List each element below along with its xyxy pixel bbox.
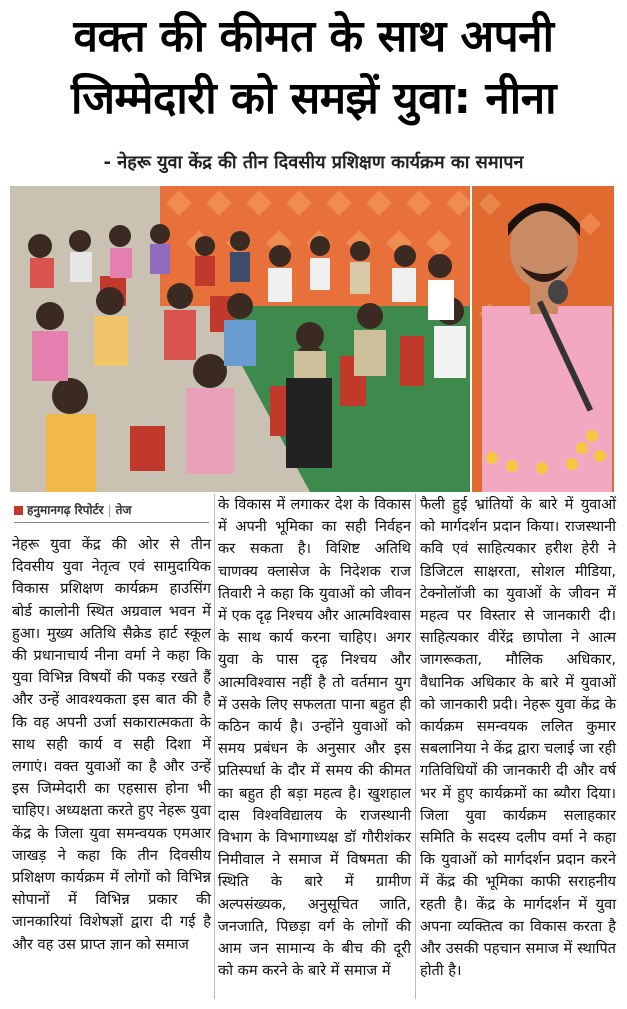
byline xyxy=(14,502,209,518)
headline-line-2: जिम्मेदारी को समझें युवा: नीना xyxy=(70,73,557,124)
bullet-icon xyxy=(14,506,23,515)
byline-separator: | xyxy=(107,503,112,517)
subheadline: - नेहरू युवा केंद्र की तीन दिवसीय प्रशिक्षण कार्यक्रम का समापन xyxy=(103,152,524,173)
byline-location: हनुमानगढ़ रिपोर्टर xyxy=(27,503,104,517)
headline xyxy=(8,6,619,130)
byline-divider xyxy=(14,522,209,523)
byline-source: तेज xyxy=(115,503,132,517)
article-column-3: फैली हुई भ्रांतियों के बारे में युवाओं को मार्गदर्शन प्रदान किया। राजस्थानी कवि एवं साहित्यकार हरीश हेरी ने डिजिटल साक्षरता, सोशल मीडिया, टेक्नोलॉजी का युवाओं के जीवन में महत्व पर विस्तार से जानकारी दी। साहित्यकार वीरेंद्र छापोला ने आत्म जागरूकता, मौलिक अधिकार, वैधानिक अधिकार के बारे में युवाओं को जानकारी प्रदी। नेहरू युवा केंद्र के कार्यक्रम समन्वयक ललित कुमार सबलानिया ने केंद्र द्वारा चलाई जा रही गतिविधियों की जानकारी दी और वर्ष भर में हुए कार्यक्रमों का ब्यौरा दिया। जिला युवा कार्यक्रम सलाहकार समिति के सदस्य दलीप वर्मा ने कहा कि युवाओं को मार्गदर्शन प्रदान करने में केंद्र की भूमिका काफी सराहनीय रहती है। केंद्र के मार्गदर्शन में युवा अपना व्यक्तित्व का विकास करता है और उसकी पहचान समाज में स्थापित होती है। xyxy=(420,496,616,980)
audience-photo xyxy=(10,186,470,492)
article-column-2: के विकास में लगाकर देश के विकास में अपनी भूमिका का सही निर्वहन कर सकता है। विशिष्ट अतिथि चाणक्य क्लासेज के निदेशक राज तिवारी ने कहा कि युवाओं को जीवन में एक दृढ़ निश्चय और आत्मविश्वास के साथ कार्य करना चाहिए। अगर युवा के पास दृढ़ निश्चय और आत्मविश्वास नहीं है तो वर्तमान युग में उसके लिए सफलता पाना बहुत ही कठिन कार्य है। उन्होंने युवाओं को समय प्रबंधन के अनुसार और इस प्रतिस्पर्धा के दौर में समय की कीमत का बहुत ही बड़ा महत्व है। खुशहाल दास विश्वविद्यालय के राजस्थानी विभाग के विभागाध्यक्ष डॉ गौरीशंकर निमीवाल ने समाज में विषमता की स्थिति के बारे में ग्रामीण अल्पसंख्यक, अनुसूचित जाति, जनजाति, पिछड़ा वर्ग के लोगों की आम जन सामान्य के बीच की दूरी को कम करने के बारे में समाज में xyxy=(218,496,411,980)
article-column-1: नेहरू युवा केंद्र की ओर से तीन दिवसीय युवा नेतृत्व एवं सामुदायिक विकास प्रशिक्षण कार्यक्रम हाउसिंग बोर्ड कालोनी स्थित अग्रवाल भवन में हुआ। मुख्य अतिथि सैक्रेड हार्ट स्कूल की प्रधानाचार्य नीना वर्मा ने कहा कि युवा विभिन्न विषयों की पकड़ रखते हैं और उन्हें आवश्यकता इस बात की है कि वह अपनी उर्जा सकारात्मकता के साथ सही कार्य व सही दिशा में लगाएं। वक्त युवाओं का है और उन्हें इस जिम्मेदारी का एहसास होना भी चाहिए। अध्यक्षता करते हुए नेहरू युवा केंद्र के जिला युवा समन्वयक एमआर जाखड़ ने कहा कि तीन दिवसीय प्रशिक्षण कार्यक्रम में लोगों को विभिन्न सोपानों में विभिन्न प्रकार की जानकारियां विशेषज्ञों द्वारा दी गई है और वह उस प्राप्त ज्ञान को समाज xyxy=(12,536,211,953)
column-divider xyxy=(214,494,215,999)
headline-line-1: वक्त की कीमत के साथ अपनी xyxy=(73,11,554,62)
news-photos xyxy=(10,186,614,492)
speaker-photo xyxy=(472,186,614,492)
column-divider xyxy=(415,494,416,999)
